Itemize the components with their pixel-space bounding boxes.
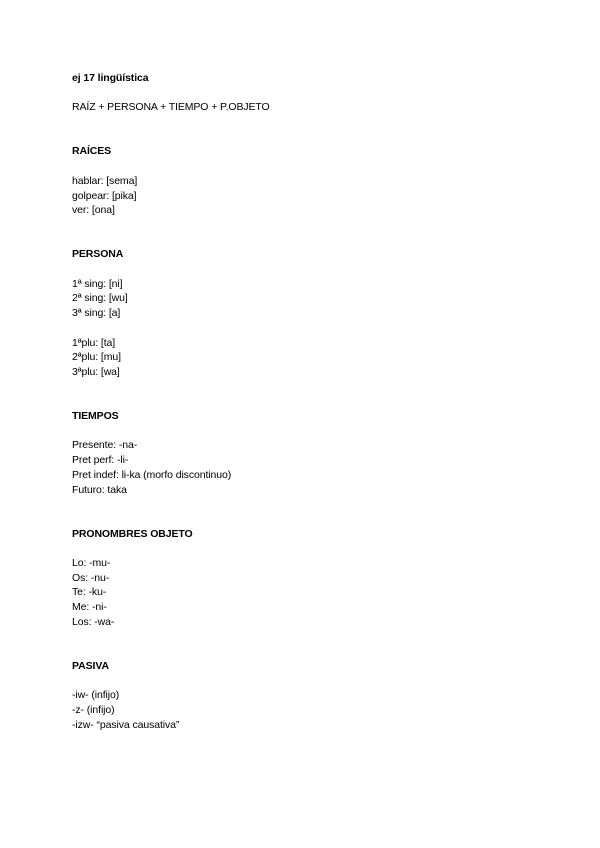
list-item: 3ªplu: [wa] xyxy=(72,365,120,378)
spacer xyxy=(72,115,552,144)
section-heading-tiempos: TIEMPOS xyxy=(72,410,119,423)
list-item: Pret perf: -li- xyxy=(72,454,129,467)
spacer xyxy=(72,674,552,689)
pasiva-list xyxy=(72,688,552,732)
list-item: Los: -wa- xyxy=(72,615,115,628)
spacer xyxy=(72,380,552,409)
section-heading-persona: PERSONA xyxy=(72,248,124,261)
section-heading-raices: RAÍCES xyxy=(72,145,112,158)
spacer xyxy=(72,630,552,659)
list-item: Pret indef: li-ka (morfo discontinuo) xyxy=(72,468,232,481)
tiempos-list xyxy=(72,438,552,497)
list-item: Futuro: taka xyxy=(72,483,127,496)
list-item: golpear: [pika] xyxy=(72,189,137,202)
list-item: ver: [ona] xyxy=(72,204,115,217)
list-item: hablar: [sema] xyxy=(72,174,138,187)
list-item: Te: -ku- xyxy=(72,586,107,599)
list-item: 1ªplu: [ta] xyxy=(72,336,116,349)
list-item: 2ª sing: [wu] xyxy=(72,292,128,305)
document-page xyxy=(72,71,552,732)
spacer xyxy=(72,541,552,556)
persona-plural-list xyxy=(72,336,552,380)
document-title: ej 17 lingüística xyxy=(72,72,149,84)
spacer xyxy=(72,262,552,277)
spacer xyxy=(72,159,552,174)
list-item: 2ªplu: [mu] xyxy=(72,351,121,364)
spacer xyxy=(72,86,552,101)
pronombres-list xyxy=(72,556,552,630)
list-item: 1ª sing: [ni] xyxy=(72,277,123,290)
section-heading-pronombres-objeto: PRONOMBRES OBJETO xyxy=(72,527,193,540)
spacer xyxy=(72,497,552,526)
spacer xyxy=(72,424,552,439)
list-item: Me: -ni- xyxy=(72,601,107,614)
persona-singular-list xyxy=(72,277,552,321)
spacer xyxy=(72,321,552,336)
list-item: -iw- (infijo) xyxy=(72,689,120,702)
list-item: Presente: -na- xyxy=(72,439,138,452)
raices-list xyxy=(72,174,552,218)
morpheme-formula: RAÍZ + PERSONA + TIEMPO + P.OBJETO xyxy=(72,101,270,114)
list-item: 3ª sing: [a] xyxy=(72,307,121,320)
section-heading-pasiva: PASIVA xyxy=(72,659,109,672)
list-item: -z- (infijo) xyxy=(72,704,115,717)
spacer xyxy=(72,218,552,247)
list-item: -izw- “pasiva causativa” xyxy=(72,718,180,731)
list-item: Lo: -mu- xyxy=(72,557,111,570)
list-item: Os: -nu- xyxy=(72,571,110,584)
